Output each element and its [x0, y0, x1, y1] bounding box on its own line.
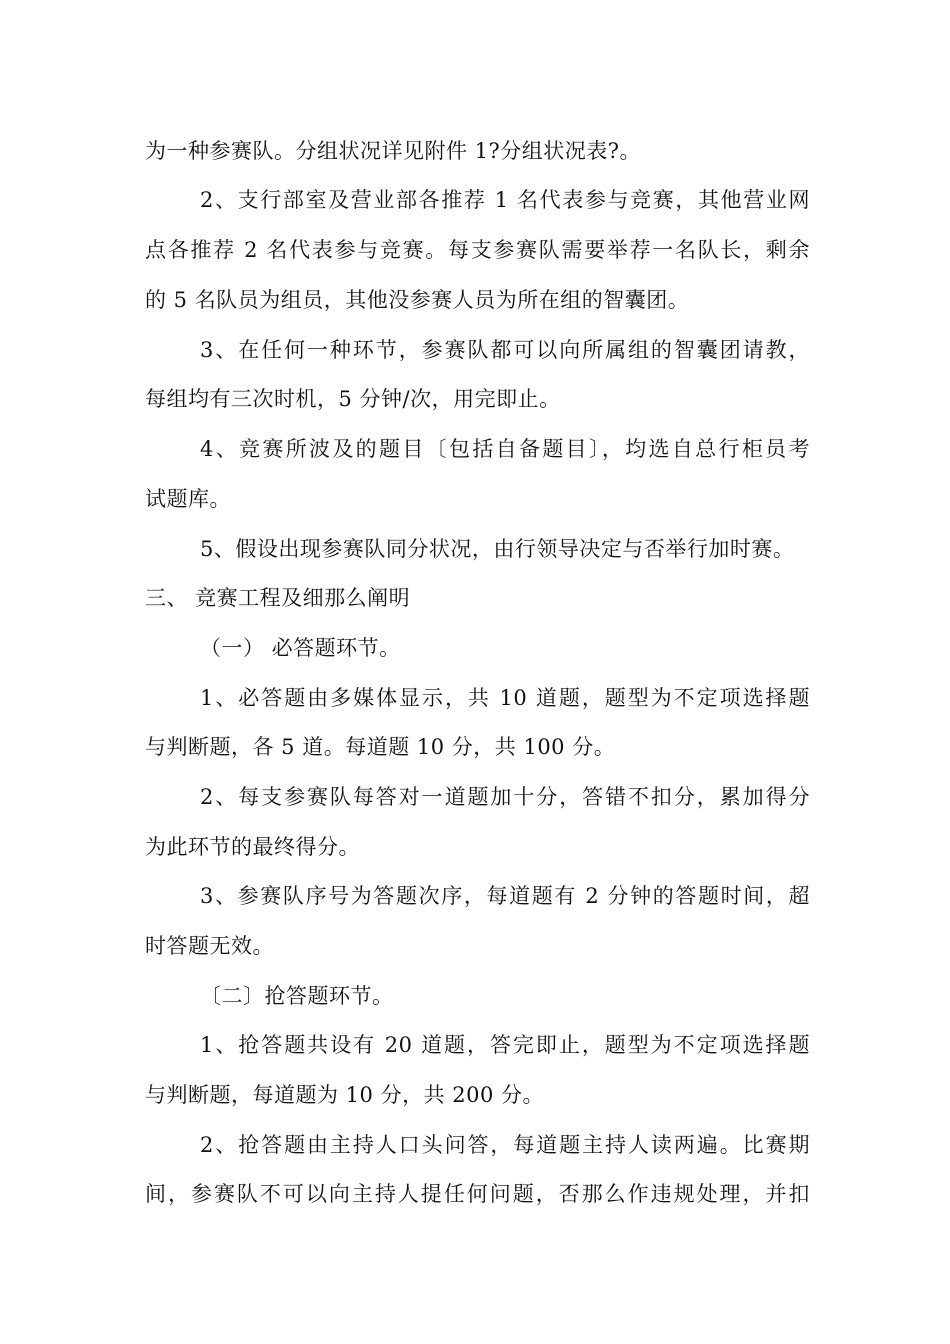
paragraph-line: 为此环节的最终得分。: [145, 835, 360, 859]
subsection-heading: （一） 必答题环节。: [200, 636, 401, 660]
paragraph-line: 2、每支参赛队每答对一道题加十分，答错不扣分，累加得分: [200, 785, 810, 809]
paragraph-line: 与判断题，各 5 道。每道题 10 分，共 100 分。: [145, 735, 616, 759]
paragraph-line: 的 5 名队员为组员，其他没参赛人员为所在组的智囊团。: [145, 288, 690, 312]
paragraph-line: 2、支行部室及营业部各推荐 1 名代表参与竞赛，其他营业网: [200, 188, 810, 212]
paragraph-line: 与判断题，每道题为 10 分，共 200 分。: [145, 1083, 545, 1107]
paragraph-line: 为一种参赛队。分组状况详见附件 1?分组状况表?。: [145, 139, 642, 163]
paragraph-line: 3、在任何一种环节，参赛队都可以向所属组的智囊团请教，: [200, 338, 810, 362]
section-heading: 三、 竞赛工程及细那么阐明: [145, 586, 411, 610]
paragraph-line: 时答题无效。: [145, 934, 274, 958]
paragraph-line: 5、假设出现参赛队同分状况，由行领导决定与否举行加时赛。: [200, 537, 795, 561]
paragraph-line: 试题库。: [145, 487, 231, 511]
paragraph-line: 2、抢答题由主持人口头问答，每道题主持人读两遍。比赛期: [200, 1133, 810, 1157]
paragraph-line: 点各推荐 2 名代表参与竞赛。每支参赛队需要举荐一名队长，剩余: [145, 238, 810, 262]
paragraph-line: 4、竞赛所波及的题目〔包括自备题目〕，均选自总行柜员考: [200, 437, 810, 461]
subsection-heading: 〔二〕抢答题环节。: [200, 984, 394, 1008]
paragraph-line: 每组均有三次时机，5 分钟/次，用完即止。: [145, 387, 561, 411]
paragraph-line: 3、参赛队序号为答题次序，每道题有 2 分钟的答题时间，超: [200, 884, 810, 908]
paragraph-line: 1、必答题由多媒体显示，共 10 道题，题型为不定项选择题: [200, 686, 810, 710]
paragraph-line: 1、抢答题共设有 20 道题，答完即止，题型为不定项选择题: [200, 1033, 810, 1057]
paragraph-line: 间，参赛队不可以向主持人提任何问题，否那么作违规处理，并扣: [145, 1182, 810, 1206]
